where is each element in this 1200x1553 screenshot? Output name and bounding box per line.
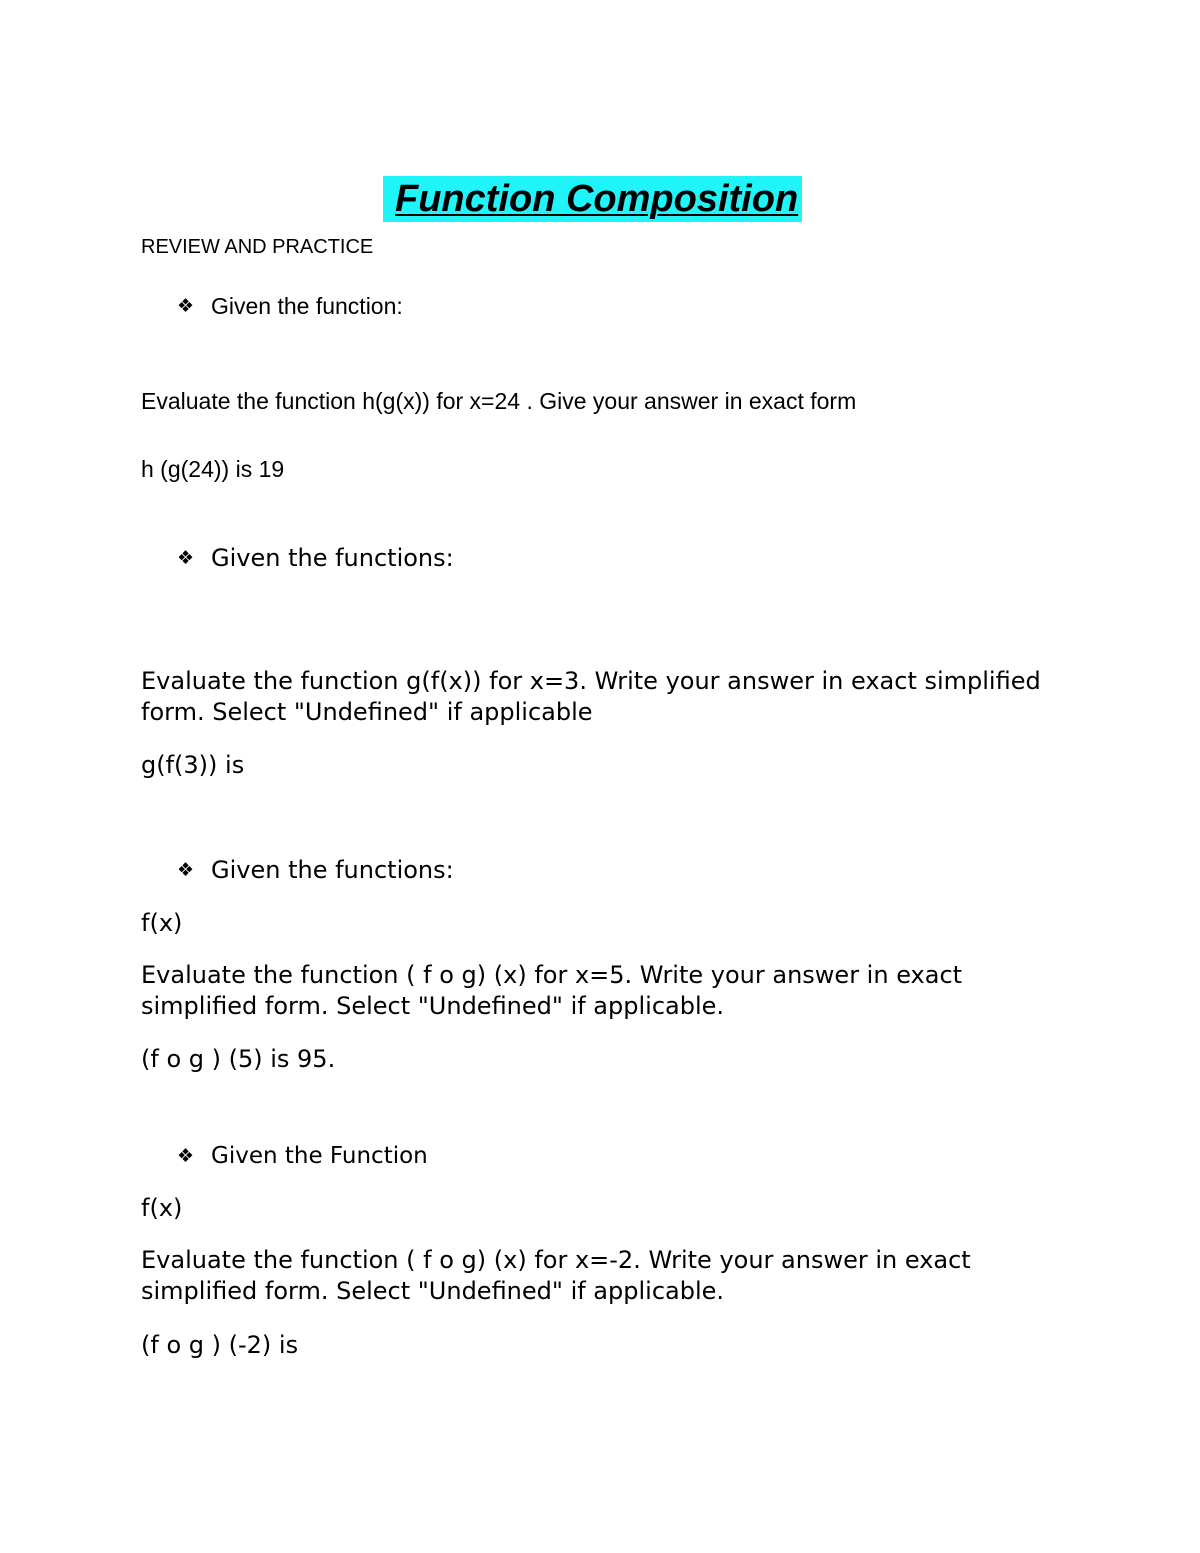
diamond-bullet-icon: ❖ — [177, 859, 195, 881]
problem-2-heading: Given the functions: — [211, 544, 454, 572]
diamond-bullet-icon: ❖ — [177, 294, 195, 317]
problem-2-prompt: Evaluate the function g(f(x)) for x=3. Write your answer in exact simplified form. Select "Undefined" if applicable — [141, 667, 1041, 726]
problem-2-heading-row — [177, 543, 454, 574]
problem-1-heading: Given the function: — [211, 293, 403, 319]
problem-4-prompt: Evaluate the function ( f o g) (x) for x=-2. Write your answer in exact simplified form. Select "Undefined" if applicable. — [141, 1246, 971, 1305]
problem-2-answer: g(f(3)) is — [141, 751, 245, 779]
section-subtitle: REVIEW AND PRACTICE — [141, 236, 374, 258]
problem-4-function-label: f(x) — [141, 1194, 183, 1222]
problem-4-answer: (f o g ) (-2) is — [141, 1331, 299, 1359]
problem-3-prompt: Evaluate the function ( f o g) (x) for x=5. Write your answer in exact simplified form. Select "Undefined" if applicable. — [141, 961, 963, 1020]
problem-1-prompt: Evaluate the function h(g(x)) for x=24 . Give your answer in exact form — [141, 388, 857, 414]
problem-3-function-label: f(x) — [141, 909, 183, 937]
problem-3-answer: (f o g ) (5) is 95. — [141, 1045, 336, 1073]
problem-1-answer: h (g(24)) is 19 — [141, 456, 285, 482]
problem-4-heading: Given the Function — [211, 1143, 428, 1169]
problem-1-heading-row — [177, 292, 403, 320]
problem-4-heading-row — [177, 1142, 428, 1170]
problem-3-heading: Given the functions: — [211, 856, 454, 884]
problem-3-heading-row — [177, 855, 454, 886]
diamond-bullet-icon: ❖ — [177, 547, 195, 569]
diamond-bullet-icon: ❖ — [177, 1144, 195, 1167]
page-title: Function Composition — [383, 176, 802, 222]
